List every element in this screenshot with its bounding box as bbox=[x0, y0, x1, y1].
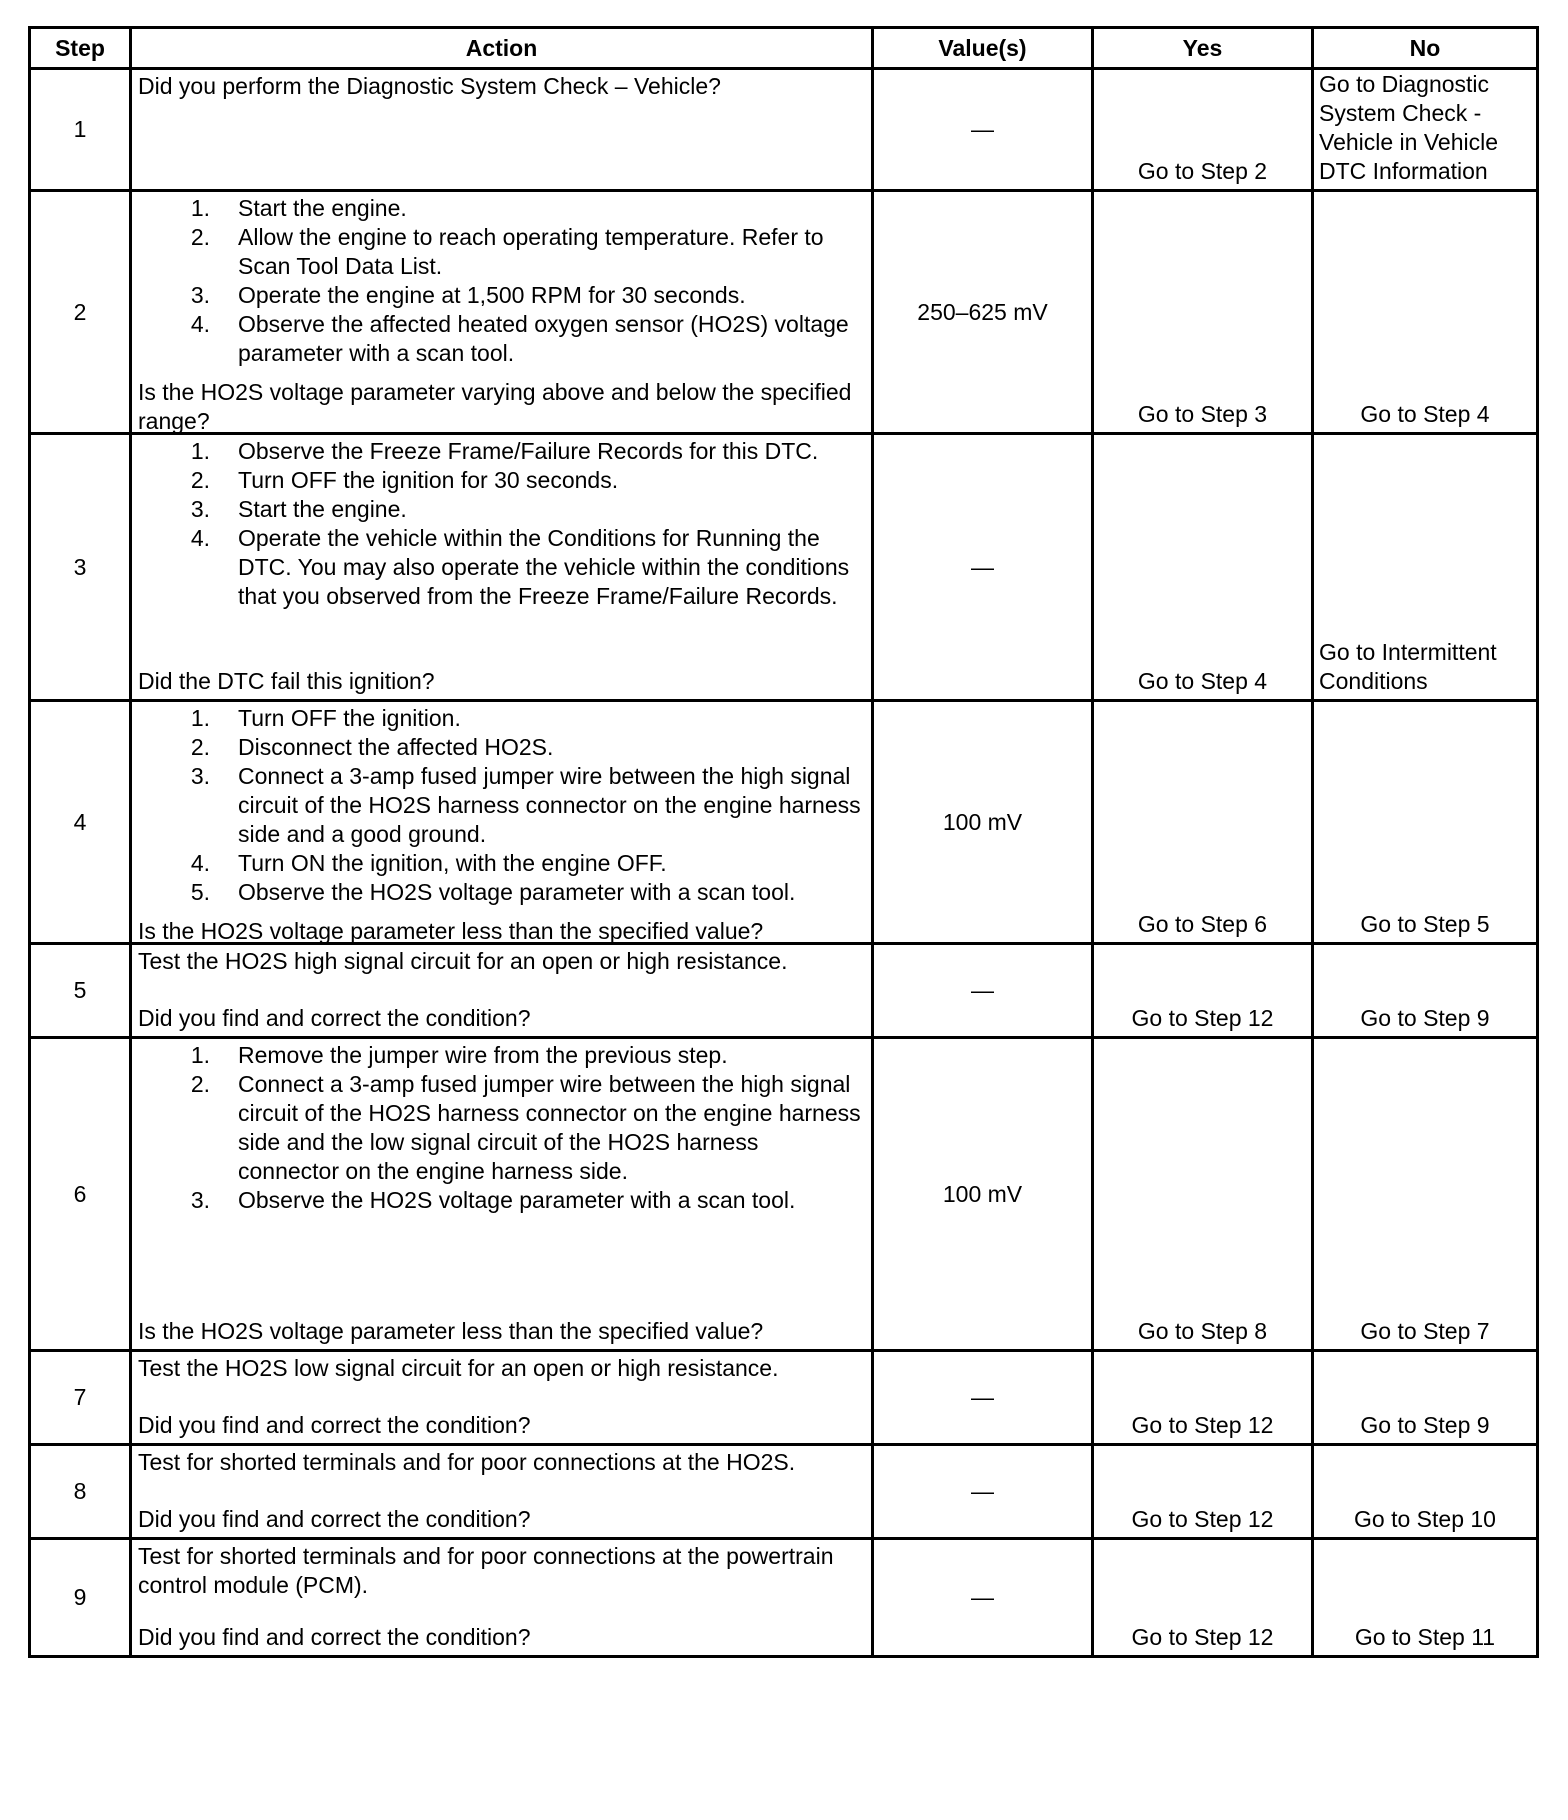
yes-outcome: Go to Step 12 bbox=[1093, 1351, 1313, 1445]
step-number: 6 bbox=[30, 1038, 131, 1351]
table-row bbox=[30, 701, 1538, 944]
action-question: Is the HO2S voltage parameter less than the specified value? bbox=[138, 918, 764, 944]
yes-outcome: Go to Step 8 bbox=[1093, 1038, 1313, 1351]
action-step-text: Operate the vehicle within the Conditions for Running the DTC. You may also operate the vehicle within the conditions that you observed from the Freeze Frame/Failure Records. bbox=[238, 525, 850, 609]
action-step-text: Connect a 3-amp fused jumper wire between the high signal circuit of the HO2S harness connector on the engine harness side and a good ground. bbox=[238, 763, 861, 847]
action-step-item bbox=[138, 1186, 865, 1215]
action-step-text: Observe the affected heated oxygen sensor (HO2S) voltage parameter with a scan tool. bbox=[238, 311, 849, 366]
no-outcome: Go to Intermittent Conditions bbox=[1313, 434, 1538, 701]
table-row bbox=[30, 191, 1538, 434]
action-step-number: 4. bbox=[190, 850, 210, 876]
step-number: 9 bbox=[30, 1539, 131, 1657]
value-cell: — bbox=[873, 69, 1093, 191]
action-step-number: 1. bbox=[190, 705, 210, 731]
action-step-item bbox=[138, 762, 865, 849]
action-step-number: 4. bbox=[190, 525, 210, 551]
header-action: Action bbox=[131, 28, 873, 69]
action-step-number: 3. bbox=[190, 496, 210, 522]
action-cell bbox=[131, 1351, 873, 1445]
action-cell bbox=[131, 944, 873, 1038]
spacer bbox=[138, 976, 865, 1004]
spacer bbox=[138, 368, 865, 378]
action-step-number: 1. bbox=[190, 438, 210, 464]
action-step-number: 2. bbox=[190, 467, 210, 493]
action-instruction: Test the HO2S high signal circuit for an open or high resistance. bbox=[138, 948, 788, 974]
header-no: No bbox=[1313, 28, 1538, 69]
header-step: Step bbox=[30, 28, 131, 69]
yes-outcome: Go to Step 12 bbox=[1093, 1445, 1313, 1539]
yes-outcome: Go to Step 2 bbox=[1093, 69, 1313, 191]
step-number: 2 bbox=[30, 191, 131, 434]
spacer bbox=[138, 1477, 865, 1505]
no-outcome: Go to Step 10 bbox=[1313, 1445, 1538, 1539]
action-question: Did you find and correct the condition? bbox=[138, 1005, 531, 1031]
action-step-number: 2. bbox=[190, 224, 210, 250]
table-row bbox=[30, 944, 1538, 1038]
no-outcome: Go to Step 9 bbox=[1313, 1351, 1538, 1445]
no-outcome: Go to Step 5 bbox=[1313, 701, 1538, 944]
table-row bbox=[30, 1445, 1538, 1539]
action-step-text: Operate the engine at 1,500 RPM for 30 seconds. bbox=[238, 282, 746, 308]
action-step-number: 4. bbox=[190, 311, 210, 337]
step-number: 7 bbox=[30, 1351, 131, 1445]
action-step-item bbox=[138, 524, 865, 611]
table-row bbox=[30, 1351, 1538, 1445]
action-step-text: Turn OFF the ignition. bbox=[238, 705, 461, 731]
action-step-number: 1. bbox=[190, 195, 210, 221]
action-step-text: Start the engine. bbox=[238, 496, 407, 522]
action-cell bbox=[131, 1539, 873, 1657]
action-step-text: Turn OFF the ignition for 30 seconds. bbox=[238, 467, 619, 493]
value-cell: — bbox=[873, 1539, 1093, 1657]
action-question: Did the DTC fail this ignition? bbox=[138, 668, 435, 694]
yes-outcome: Go to Step 4 bbox=[1093, 434, 1313, 701]
action-step-item bbox=[138, 281, 865, 310]
action-step-number: 3. bbox=[190, 763, 210, 789]
spacer bbox=[138, 907, 865, 917]
action-instruction: Test for shorted terminals and for poor connections at the HO2S. bbox=[138, 1449, 796, 1475]
action-step-item bbox=[138, 466, 865, 495]
action-cell bbox=[131, 701, 873, 944]
action-step-text: Disconnect the affected HO2S. bbox=[238, 734, 554, 760]
step-number: 5 bbox=[30, 944, 131, 1038]
no-outcome: Go to Step 7 bbox=[1313, 1038, 1538, 1351]
action-step-text: Start the engine. bbox=[238, 195, 407, 221]
action-step-text: Connect a 3-amp fused jumper wire between the high signal circuit of the HO2S harness connector on the engine harness side and the low signal circuit of the HO2S harness connector on the engine harness side. bbox=[238, 1071, 861, 1184]
action-question: Did you find and correct the condition? bbox=[138, 1506, 531, 1532]
value-cell: — bbox=[873, 1351, 1093, 1445]
action-cell bbox=[131, 434, 873, 701]
action-step-item bbox=[138, 704, 865, 733]
value-cell: — bbox=[873, 944, 1093, 1038]
action-cell bbox=[131, 191, 873, 434]
action-step-number: 3. bbox=[190, 282, 210, 308]
value-cell: 250–625 mV bbox=[873, 191, 1093, 434]
spacer bbox=[138, 1383, 865, 1411]
action-step-item bbox=[138, 1070, 865, 1186]
action-step-number: 5. bbox=[190, 879, 210, 905]
action-cell bbox=[131, 1445, 873, 1539]
action-step-number: 1. bbox=[190, 1042, 210, 1068]
action-step-item bbox=[138, 849, 865, 878]
action-step-number: 2. bbox=[190, 734, 210, 760]
action-step-item bbox=[138, 733, 865, 762]
header-row bbox=[30, 28, 1538, 69]
yes-outcome: Go to Step 12 bbox=[1093, 1539, 1313, 1657]
action-steps-list bbox=[138, 194, 865, 368]
no-outcome: Go to Step 4 bbox=[1313, 191, 1538, 434]
yes-outcome: Go to Step 12 bbox=[1093, 944, 1313, 1038]
yes-outcome: Go to Step 6 bbox=[1093, 701, 1313, 944]
action-step-text: Remove the jumper wire from the previous step. bbox=[238, 1042, 728, 1068]
action-step-number: 3. bbox=[190, 1187, 210, 1213]
action-step-item bbox=[138, 878, 865, 907]
header-values: Value(s) bbox=[873, 28, 1093, 69]
action-question: Is the HO2S voltage parameter less than the specified value? bbox=[138, 1318, 764, 1344]
action-step-text: Turn ON the ignition, with the engine OFF. bbox=[238, 850, 667, 876]
value-cell: 100 mV bbox=[873, 1038, 1093, 1351]
no-outcome: Go to Step 11 bbox=[1313, 1539, 1538, 1657]
action-step-number: 2. bbox=[190, 1071, 210, 1097]
spacer bbox=[138, 1215, 865, 1317]
header-yes: Yes bbox=[1093, 28, 1313, 69]
action-question: Is the HO2S voltage parameter varying above and below the specified range? bbox=[138, 379, 852, 434]
action-question: Did you find and correct the condition? bbox=[138, 1624, 531, 1650]
action-steps-list bbox=[138, 1041, 865, 1215]
action-step-text: Observe the HO2S voltage parameter with a scan tool. bbox=[238, 1187, 796, 1213]
no-outcome: Go to Diagnostic System Check - Vehicle in Vehicle DTC Information bbox=[1313, 69, 1538, 191]
action-steps-list bbox=[138, 437, 865, 611]
action-instruction: Test for shorted terminals and for poor connections at the powertrain control module (PCM). bbox=[138, 1543, 834, 1598]
action-step-item bbox=[138, 310, 865, 368]
action-step-item bbox=[138, 1041, 865, 1070]
no-outcome: Go to Step 9 bbox=[1313, 944, 1538, 1038]
action-step-item bbox=[138, 194, 865, 223]
action-instruction: Test the HO2S low signal circuit for an open or high resistance. bbox=[138, 1355, 779, 1381]
value-cell: 100 mV bbox=[873, 701, 1093, 944]
action-steps-list bbox=[138, 704, 865, 907]
spacer bbox=[138, 611, 865, 667]
step-number: 8 bbox=[30, 1445, 131, 1539]
step-number: 4 bbox=[30, 701, 131, 944]
action-step-item bbox=[138, 223, 865, 281]
action-step-text: Observe the HO2S voltage parameter with a scan tool. bbox=[238, 879, 796, 905]
action-step-text: Observe the Freeze Frame/Failure Records for this DTC. bbox=[238, 438, 819, 464]
action-step-item bbox=[138, 437, 865, 466]
table-row bbox=[30, 1539, 1538, 1657]
action-cell bbox=[131, 69, 873, 191]
action-question: Did you find and correct the condition? bbox=[138, 1412, 531, 1438]
value-cell: — bbox=[873, 434, 1093, 701]
action-instruction: Did you perform the Diagnostic System Check – Vehicle? bbox=[138, 73, 721, 99]
table-row bbox=[30, 434, 1538, 701]
table-row bbox=[30, 1038, 1538, 1351]
diagnostic-table bbox=[28, 26, 1539, 1658]
action-step-item bbox=[138, 495, 865, 524]
table-body bbox=[30, 69, 1538, 1657]
action-cell bbox=[131, 1038, 873, 1351]
yes-outcome: Go to Step 3 bbox=[1093, 191, 1313, 434]
step-number: 1 bbox=[30, 69, 131, 191]
step-number: 3 bbox=[30, 434, 131, 701]
spacer bbox=[138, 1600, 865, 1623]
table-row bbox=[30, 69, 1538, 191]
table-header bbox=[30, 28, 1538, 69]
action-step-text: Allow the engine to reach operating temperature. Refer to Scan Tool Data List. bbox=[238, 224, 824, 279]
value-cell: — bbox=[873, 1445, 1093, 1539]
